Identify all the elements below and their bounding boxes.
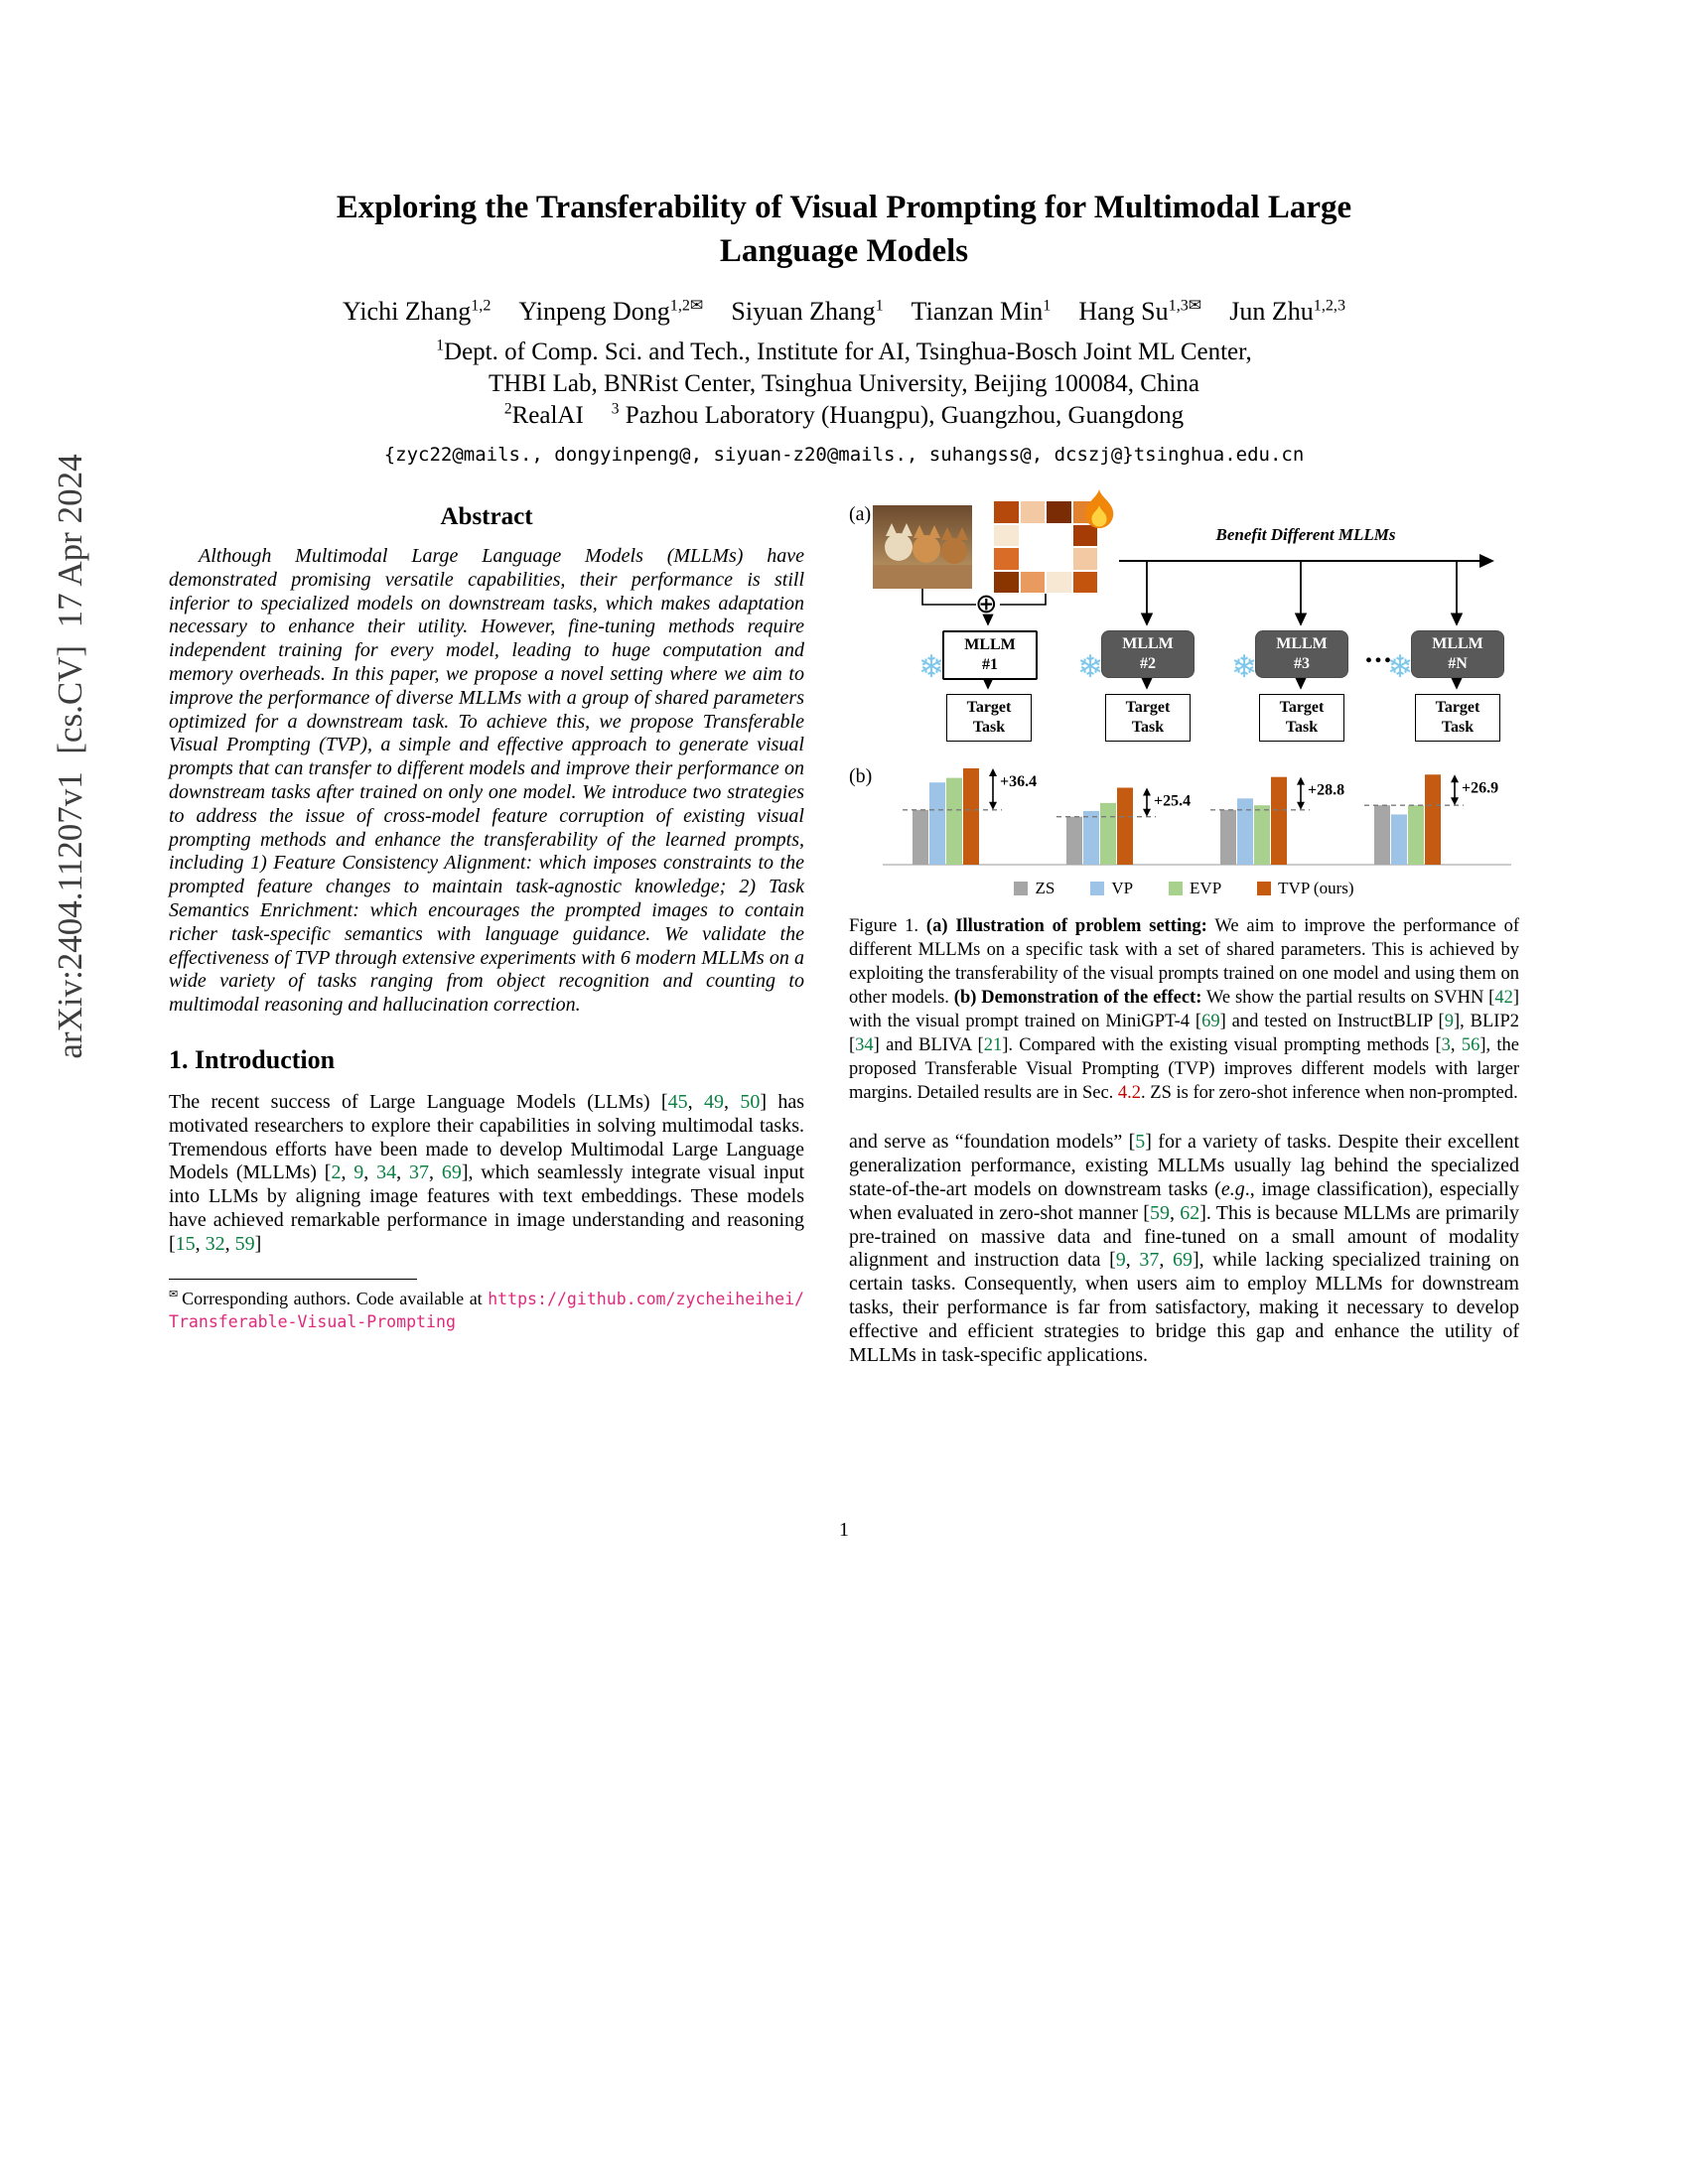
code-url-link[interactable]: https://github.com/zycheiheihei/Transferable-Visual-Prompting bbox=[169, 1289, 804, 1331]
ellipsis-between-models: ... bbox=[1364, 636, 1394, 670]
gain-label: +25.4 bbox=[1154, 792, 1192, 810]
citation-link[interactable]: 42 bbox=[1494, 988, 1513, 1009]
citation-link[interactable]: 34 bbox=[855, 1035, 874, 1056]
citation-link[interactable]: 9 bbox=[353, 1161, 364, 1184]
bar-ZS bbox=[913, 810, 928, 865]
text-segment: ], the proposed Transferable Visual Prompting (TVP) improves different models with larger margins. Detailed results are in Sec. bbox=[849, 1035, 1519, 1104]
target-box-label: Target bbox=[966, 699, 1012, 717]
affiliation-line-1 bbox=[169, 337, 1519, 368]
citation-link[interactable]: 59 bbox=[1149, 1201, 1170, 1224]
arxiv-sidebar-banner: arXiv:2404.11207v1 [cs.CV] 17 Apr 2024 bbox=[51, 454, 89, 1059]
text-segment: 3 bbox=[611, 400, 620, 418]
text-segment: 1,2 bbox=[471, 297, 492, 315]
prompt-grid-cell bbox=[1047, 548, 1071, 570]
snowflake-icon: ❄ bbox=[1231, 649, 1257, 686]
prompt-grid-cell bbox=[1047, 572, 1071, 594]
mllm-1-box bbox=[942, 630, 1038, 680]
text-segment: 1,2,3 bbox=[1313, 297, 1345, 315]
plus-circle-icon: ⊕ bbox=[975, 589, 998, 620]
legend-swatch bbox=[1169, 882, 1183, 895]
abstract-text: Although Multimodal Large Language Models (MLLMs) have demonstrated promising versatile capabilities, their performance is still inferior to specialized models on downstream tasks, which makes adaptation necessary to enhance their utility. However, fine-tuning methods require independent training for every model, leading to huge computation and memory overheads. In this paper, we propose a novel setting where we aim to improve the performance of diverse MLLMs with a group of shared parameters optimized for a downstream task. To achieve this, we propose Transferable Visual Prompting (TVP), a simple and effective approach to generate visual prompts that can transfer to different models and improve their performance on downstream tasks after trained on only one model. We introduce two strategies to address the issue of cross-model feature corruption of existing visual prompting methods and enhance the transferability of the learned prompts, including 1) Feature Consistency Alignment: which imposes constraints to the prompted feature changes to maintain task-agnostic knowledge; 2) Task Semantics Enrichment: which encourages the prompted images to contain richer task-specific semantics with language guidance. We validate the effectiveness of TVP through extensive experiments with 6 modern MLLMs on a wide variety of tasks ranging from object recognition and counting to multimodal reasoning and hallucination correction. bbox=[169, 545, 804, 1017]
text-segment: 1,3✉ bbox=[1168, 297, 1202, 315]
bar-TVP (ours) bbox=[1271, 777, 1287, 865]
mllm-box-label: #N bbox=[1448, 655, 1468, 673]
legend-item bbox=[1257, 879, 1353, 898]
author-emails: {zyc22@mails., dongyinpeng@, siyuan-z20@mails., suhangss@, dcszj@}tsinghua.edu.cn bbox=[383, 444, 1305, 467]
text-segment: , bbox=[1125, 1249, 1140, 1272]
footnote-text bbox=[169, 1288, 804, 1333]
bar-VP bbox=[1237, 798, 1253, 865]
figure1-panel-b bbox=[849, 753, 1519, 898]
citation-link[interactable]: 37 bbox=[408, 1161, 429, 1184]
text-segment: , bbox=[195, 1232, 206, 1255]
page-content bbox=[169, 0, 1519, 1367]
authors-line bbox=[169, 297, 1519, 327]
legend-label: VP bbox=[1111, 879, 1134, 898]
text-segment: ], which seamlessly integrate visual input into LLMs by aligning image features with text embeddings. These models have achieved remarkable performance in image understanding and reasoning [ bbox=[169, 1161, 805, 1255]
legend-item bbox=[1014, 879, 1055, 898]
target-box-label: Task bbox=[1285, 719, 1319, 737]
page-number: 1 bbox=[839, 1519, 849, 1541]
text-segment: , bbox=[687, 1091, 704, 1114]
bar-VP bbox=[1083, 811, 1099, 865]
gain-label: +26.9 bbox=[1462, 779, 1499, 797]
target-box-label: Task bbox=[1131, 719, 1165, 737]
citation-link[interactable]: 21 bbox=[983, 1035, 1003, 1056]
gain-label: +36.4 bbox=[1000, 773, 1038, 791]
section-ref-link[interactable]: 4.2 bbox=[1117, 1083, 1142, 1104]
text-segment: ✉ bbox=[169, 1288, 183, 1300]
mllm-box-label: MLLM bbox=[964, 636, 1016, 654]
affiliation-line-2: THBI Lab, BNRist Center, Tsinghua University, Beijing 100084, China bbox=[489, 370, 1199, 398]
text-segment: 1,2✉ bbox=[669, 297, 704, 315]
text-segment: (b) Demonstration of the effect: bbox=[953, 988, 1202, 1009]
target-task-box bbox=[1415, 694, 1500, 742]
two-column-body bbox=[169, 499, 1519, 1367]
citation-link[interactable]: 49 bbox=[703, 1091, 724, 1114]
citation-link[interactable]: 69 bbox=[441, 1161, 462, 1184]
bar-EVP bbox=[1254, 805, 1270, 865]
bar-EVP bbox=[1100, 803, 1116, 865]
citation-link[interactable]: 9 bbox=[1115, 1249, 1126, 1272]
text-segment: , bbox=[1169, 1201, 1181, 1224]
figure1-caption bbox=[849, 914, 1519, 1105]
mllm-box-label: #3 bbox=[1294, 655, 1310, 673]
legend-swatch bbox=[1257, 882, 1271, 895]
prompt-grid-cell bbox=[1073, 572, 1098, 594]
left-column bbox=[169, 499, 804, 1333]
text-segment: , bbox=[428, 1161, 442, 1184]
legend-label: ZS bbox=[1035, 879, 1055, 898]
bar-ZS bbox=[1066, 817, 1082, 865]
visual-prompt-grid bbox=[994, 501, 1097, 593]
text-segment: ] and tested on InstructBLIP [ bbox=[1219, 1012, 1445, 1032]
text-segment: Pazhou Laboratory (Huangpu), Guangzhou, Guangdong bbox=[619, 402, 1185, 430]
mllm-box-label: MLLM bbox=[1276, 635, 1328, 653]
mllm-box-label: #2 bbox=[1140, 655, 1156, 673]
citation-link[interactable]: 59 bbox=[234, 1232, 255, 1255]
text-segment: ., image classification), especially when evaluated in zero-shot manner [ bbox=[849, 1178, 1519, 1224]
text-segment: 1 bbox=[436, 337, 445, 354]
introduction-paragraph bbox=[169, 1091, 804, 1257]
text-segment: We show the partial results on SVHN [ bbox=[1201, 988, 1495, 1009]
text-segment: , bbox=[1450, 1035, 1462, 1056]
flame-icon bbox=[1083, 489, 1115, 534]
citation-link[interactable]: 5 bbox=[1135, 1131, 1146, 1154]
target-box-label: Target bbox=[1279, 699, 1325, 717]
bar-ZS bbox=[1374, 805, 1390, 865]
snowflake-icon: ❄ bbox=[918, 649, 944, 686]
text-segment: (a) Illustration of problem setting: bbox=[925, 916, 1207, 937]
text-segment: , bbox=[1159, 1249, 1173, 1272]
prompt-grid-cell bbox=[1047, 501, 1071, 523]
text-segment: e.g bbox=[1220, 1178, 1245, 1201]
text-segment: Figure 1. bbox=[849, 916, 926, 937]
citation-link[interactable]: 3 bbox=[1441, 1035, 1451, 1056]
affiliations bbox=[169, 337, 1519, 432]
text-segment: 2 bbox=[503, 400, 512, 418]
text-segment: Hang Su bbox=[1078, 297, 1169, 327]
kittens-photo bbox=[873, 505, 972, 589]
footnote bbox=[169, 1279, 804, 1333]
text-segment: , bbox=[363, 1161, 377, 1184]
text-segment: ], BLIP2 [ bbox=[849, 1012, 1519, 1056]
text-segment: ] and BLIVA [ bbox=[873, 1035, 984, 1056]
legend-label: TVP (ours) bbox=[1278, 879, 1354, 898]
text-segment: and serve as “foundation models” [ bbox=[849, 1131, 1136, 1154]
text-segment: , bbox=[396, 1161, 409, 1184]
legend-item bbox=[1090, 879, 1133, 898]
citation-link[interactable]: 2 bbox=[331, 1161, 342, 1184]
text-segment: ]. This is because MLLMs are primarily pre-trained on massive data and fine-tuned on a small amount of modality alignment and instruction data [ bbox=[849, 1201, 1519, 1272]
bar-TVP (ours) bbox=[1425, 774, 1441, 865]
text-segment: We aim to improve the performance of different MLLMs on a specific task with a set of shared parameters. This is achieved by exploiting the transferability of the visual prompts trained on one model and using them on other models. bbox=[849, 916, 1519, 1009]
bar-ZS bbox=[1220, 810, 1236, 865]
bar-VP bbox=[929, 782, 945, 865]
citation-link[interactable]: 37 bbox=[1139, 1249, 1160, 1272]
gain-label: +28.8 bbox=[1308, 781, 1345, 799]
mllm-3-box bbox=[1255, 630, 1348, 678]
citation-link[interactable]: 69 bbox=[1173, 1249, 1193, 1272]
target-box-label: Task bbox=[1441, 719, 1475, 737]
citation-link[interactable]: 34 bbox=[376, 1161, 397, 1184]
text-segment: ] has motivated researchers to explore their capabilities in solving multimodal tasks. Tremendous efforts have been made to develop Multimodal Large Language Models (MLLMs) [ bbox=[169, 1091, 805, 1184]
bar-VP bbox=[1391, 814, 1407, 865]
mllm-box-label: MLLM bbox=[1122, 635, 1174, 653]
benefit-different-mllms-label: Benefit Different MLLMs bbox=[1215, 525, 1396, 545]
text-segment: ] for a variety of tasks. Despite their excellent generalization performance, existing MLLMs usually lag behind the specialized state-of-the-art models on downstream tasks ( bbox=[849, 1131, 1520, 1201]
text-segment: Tianzan Min bbox=[911, 297, 1044, 327]
text-segment: , bbox=[341, 1161, 354, 1184]
snowflake-icon: ❄ bbox=[1387, 649, 1413, 686]
prompt-grid-cell bbox=[1047, 525, 1071, 547]
target-task-box bbox=[946, 694, 1032, 742]
bar-EVP bbox=[946, 778, 962, 865]
text-segment: Corresponding authors. Code available at bbox=[182, 1288, 489, 1308]
target-box-label: Target bbox=[1435, 699, 1480, 717]
footnote-rule bbox=[169, 1279, 417, 1280]
prompt-grid-cell bbox=[1021, 525, 1046, 547]
right-column bbox=[849, 499, 1519, 1367]
text-segment: , bbox=[723, 1091, 741, 1114]
text-segment: ]. Compared with the existing visual prompting methods [ bbox=[1002, 1035, 1442, 1056]
legend-swatch bbox=[1014, 882, 1028, 895]
text-segment: ] with the visual prompt trained on MiniGPT-4 [ bbox=[849, 988, 1520, 1032]
panel-b-label: (b) bbox=[849, 765, 873, 788]
prompt-grid-cell bbox=[1021, 548, 1046, 570]
target-box-label: Task bbox=[972, 719, 1006, 737]
text-segment: ] bbox=[254, 1232, 262, 1255]
citation-link[interactable]: 62 bbox=[1180, 1201, 1200, 1224]
text-segment: ], while lacking specialized training on certain tasks. Consequently, when users aim to employ MLLMs for downstream tasks, their performance is far from satisfactory, making it necessary to develop effective and efficient strategies to bridge this gap and enhance the utility of MLLMs in task-specific applications. bbox=[849, 1249, 1520, 1366]
mllm-box-label: #1 bbox=[982, 656, 998, 674]
snowflake-icon: ❄ bbox=[1077, 649, 1103, 686]
legend-label: EVP bbox=[1190, 879, 1222, 898]
text-segment: , bbox=[224, 1232, 235, 1255]
citation-link[interactable]: 32 bbox=[205, 1232, 225, 1255]
text-segment: Siyuan Zhang bbox=[731, 297, 876, 327]
legend-item bbox=[1169, 879, 1221, 898]
citation-link[interactable]: 69 bbox=[1201, 1012, 1220, 1032]
text-segment: Dept. of Comp. Sci. and Tech., Institute for AI, Tsinghua-Bosch Joint ML Center, bbox=[444, 339, 1252, 366]
prompt-grid-cell bbox=[994, 525, 1019, 547]
mllm-box-label: MLLM bbox=[1432, 635, 1483, 653]
legend-swatch bbox=[1090, 882, 1104, 895]
section-heading-introduction: 1. Introduction bbox=[169, 1045, 336, 1075]
citation-link[interactable]: 45 bbox=[667, 1091, 688, 1114]
prompt-grid-cell bbox=[994, 548, 1019, 570]
bar-EVP bbox=[1408, 805, 1424, 865]
prompt-grid-cell bbox=[1021, 572, 1046, 594]
citation-link[interactable]: 50 bbox=[740, 1091, 761, 1114]
affiliation-line-3 bbox=[169, 400, 1519, 432]
prompt-grid-cell bbox=[994, 501, 1019, 523]
text-segment: RealAI bbox=[511, 402, 584, 430]
citation-link[interactable]: 9 bbox=[1444, 1012, 1454, 1032]
text-segment: The recent success of Large Language Models (LLMs) [ bbox=[169, 1091, 668, 1114]
text-segment: Jun Zhu bbox=[1229, 297, 1314, 327]
bar-TVP (ours) bbox=[963, 768, 979, 865]
bar-chart bbox=[877, 753, 1517, 873]
figure1-panel-a bbox=[849, 499, 1519, 746]
chart-legend bbox=[849, 879, 1519, 898]
text-segment: 1 bbox=[875, 297, 884, 315]
citation-link[interactable]: 15 bbox=[175, 1232, 196, 1255]
mllm-n-box bbox=[1411, 630, 1504, 678]
mllm-2-box bbox=[1101, 630, 1195, 678]
text-segment: Yichi Zhang bbox=[342, 297, 472, 327]
target-task-box bbox=[1105, 694, 1191, 742]
bar-TVP (ours) bbox=[1117, 788, 1133, 866]
paper-title: Exploring the Transferability of Visual Prompting for Multimodal Large Language Models bbox=[336, 190, 1352, 269]
right-column-paragraph bbox=[849, 1131, 1519, 1367]
prompt-grid-cell bbox=[1073, 548, 1098, 570]
panel-a-label: (a) bbox=[849, 503, 872, 526]
text-segment: 1 bbox=[1043, 297, 1052, 315]
prompt-grid-cell bbox=[994, 572, 1019, 594]
target-box-label: Target bbox=[1125, 699, 1171, 717]
text-segment: . ZS is for zero-shot inference when non-prompted. bbox=[1141, 1083, 1518, 1104]
prompt-grid-cell bbox=[1021, 501, 1046, 523]
text-segment: Yinpeng Dong bbox=[518, 297, 670, 327]
abstract-heading: Abstract bbox=[440, 503, 533, 531]
citation-link[interactable]: 56 bbox=[1461, 1035, 1480, 1056]
target-task-box bbox=[1259, 694, 1344, 742]
